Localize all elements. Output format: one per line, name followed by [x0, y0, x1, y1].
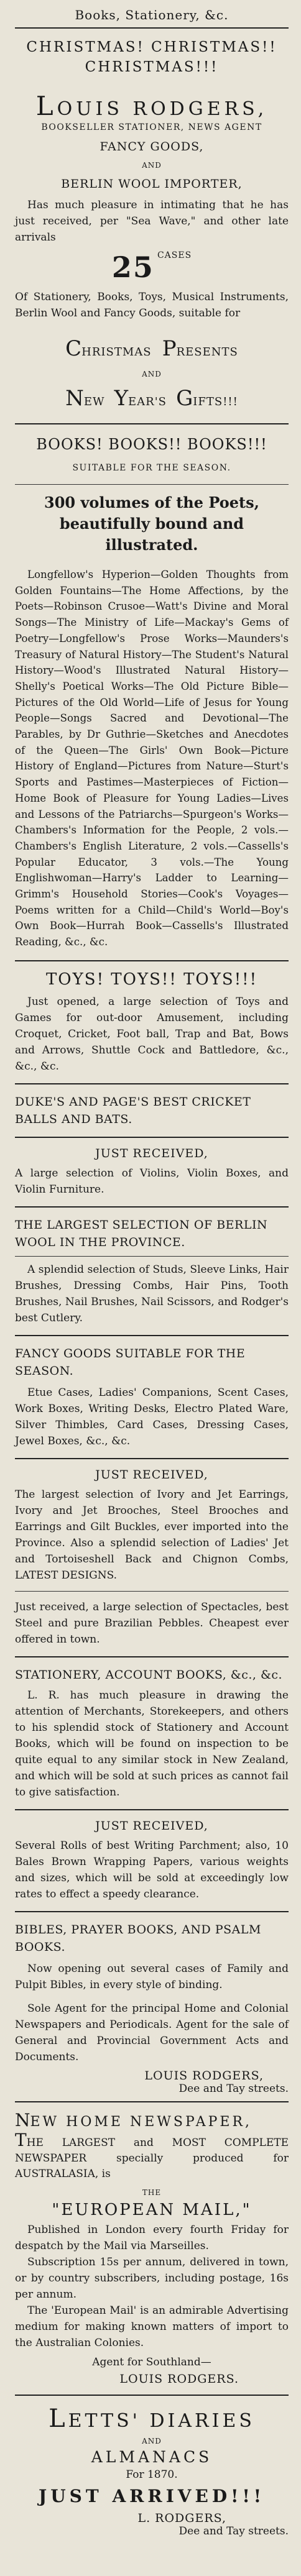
subscription-text: Subscription 15s per annum, delivered in town, or by country subscribers, including postage, 16s per annum. [15, 2255, 289, 2301]
poets-heading: 300 volumes of the Poets, beautifully bound and illustrated. [44, 493, 259, 554]
the-label: THE [142, 2188, 162, 2197]
toys-text: Just opened, a large selection of Toys and Games for out-door Amusement, including Croquet, Cricket, Foot ball, Trap and Bat, Bows and Arrows, Shuttle Cock and Battledore, &c., &c., &c. [15, 995, 289, 1073]
newspaper-line-1: EW HOME NEWSPAPER, [30, 2114, 252, 2130]
fancy-heading: FANCY GOODS SUITABLE FOR THE SEASON. [15, 1346, 246, 1378]
contents-text: Of Stationery, Books, Toys, Musical Instruments, Berlin Wool and Fancy Goods, suitable for [15, 291, 289, 319]
new-rest: EW [83, 395, 105, 408]
divider [15, 1083, 289, 1084]
letts-line-1: ETTS' DIARIES [68, 2409, 255, 2432]
announcement-text: Has much pleasure in intimating that he has just received, per "Sea Wave," and other late arrivals [15, 199, 289, 244]
berlin-text: A splendid selection of Studs, Sleeve Links, Hair Brushes, Dressing Combs, Hair Pins, Tooth Brushes, Nail Brushes, Nail Scissors, and Rodger's best Cutlery. [15, 1263, 289, 1324]
ivory-heading: JUST RECEIVED, [95, 1467, 208, 1482]
and-line: AND [142, 161, 162, 170]
signature-name: LOUIS RODGERS, [144, 2068, 264, 2083]
fancy-goods-line: FANCY GOODS, [100, 140, 204, 154]
trade-line: BOOKSELLER STATIONER, NEWS AGENT [41, 122, 262, 132]
newspaper-signature: LOUIS RODGERS. [119, 2372, 239, 2386]
rodgers-name [15, 91, 289, 121]
divider [15, 1256, 289, 1257]
newspaper-line-2-rest: HE LARGEST and MOST COMPLETE NEWSPAPER specially produced for AUSTRALASIA, is [15, 2136, 289, 2180]
divider [15, 1809, 289, 1810]
divider [15, 484, 289, 485]
sole-agent-text: Sole Agent for the principal Home and Colonial Newspapers and Periodicals. Agent for the sale of General and Provincial Government Acts and Documents. [15, 2002, 289, 2063]
christmas-presents-line [15, 336, 289, 361]
european-mail-title: "EUROPEAN MAIL," [52, 2200, 252, 2219]
years-rest: EAR'S [128, 395, 167, 408]
signature-address: Dee and Tay streets. [178, 2082, 289, 2095]
divider [15, 1458, 289, 1459]
name-initial: L [35, 91, 57, 121]
presents-rest: RESENTS [176, 346, 238, 359]
divider [15, 1137, 289, 1138]
ivory-text: The largest selection of Ivory and Jet Earrings, Ivory and Jet Brooches, Steel Brooches and Earrings and Gilt Buckles, ever imported into the Province. Also a splendid selection of Ladies' Jet and Tortoiseshell Back and Chignon Combs, LATEST DESIGNS. [15, 1488, 289, 1582]
parchment-heading: JUST RECEIVED, [95, 1818, 208, 1833]
stationery-heading: STATIONERY, ACCOUNT BOOKS, &c., &c. [15, 1667, 283, 1682]
gifts-rest: IFTS!!! [193, 395, 238, 408]
christmas-rest: HRISTMAS [81, 346, 152, 359]
y-initial: Y [114, 386, 129, 411]
fancy-text: Etue Cases, Ladies' Companions, Scent Cases, Work Boxes, Writing Desks, Electro Plated Ware, Silver Thimbles, Card Cases, Dressing Cases, Jewel Boxes, &c., &c. [15, 1386, 289, 1447]
g-initial: G [176, 386, 193, 411]
t-initial: T [15, 2129, 27, 2150]
cases-unit: CASES [157, 250, 192, 260]
divider [15, 2101, 289, 2102]
almanacs-line: ALMANACS [91, 2447, 213, 2466]
stationery-text: L. R. has much pleasure in drawing the attention of Merchants, Storekeepers, and others to his splendid stock of Stationery and Account Books, which will be found on inspection to be quite equal to any similar stock in New Zealand, and which will be sold at such prices as cannot fail to give satisfaction. [15, 1689, 289, 1799]
divider [15, 1335, 289, 1336]
published-text: Published in London every fourth Friday for despatch by the Mail via Marseilles. [15, 2223, 289, 2252]
newspaper-line-2 [15, 2129, 289, 2182]
cricket-heading: DUKE'S AND PAGE'S BEST CRICKET BALLS AND BATS. [15, 1094, 251, 1126]
cases-count [15, 250, 289, 284]
parchment-text: Several Rolls of best Writing Parchment; also, 10 Bales Brown Wrapping Papers, various weights and sizes, which will be sold at exceedingly low rates to effect a speedy clearance. [15, 1839, 289, 1900]
divider [15, 2395, 289, 2396]
cases-number: 25 [111, 250, 154, 284]
toys-heading: TOYS! TOYS!! TOYS!!! [45, 969, 258, 989]
page-header: Books, Stationery, &c. [75, 7, 229, 22]
divider [15, 1911, 289, 1912]
divider [15, 1591, 289, 1592]
books-heading: BOOKS! BOOKS!! BOOKS!!! [36, 436, 267, 453]
bibles-text: Now opening out several cases of Family and Pulpit Bibles, in every style of binding. [15, 1962, 289, 1991]
name-rest: OUIS RODGERS, [57, 98, 268, 120]
letts-signature-address: Dee and Tay streets. [178, 2524, 289, 2537]
letts-signature-name: L. RODGERS, [137, 2511, 226, 2525]
n-initial-2: N [15, 2109, 30, 2130]
spectacles-text: Just received, a large selection of Spectacles, best Steel and pure Brazilian Pebbles. Cheapest ever offered in town. [15, 1600, 289, 1646]
christmas-line-1: CHRISTMAS! CHRISTMAS!! [26, 39, 277, 55]
new-years-gifts-line [15, 386, 289, 411]
agent-for-label: Agent for Southland— [92, 2355, 211, 2368]
bibles-heading: BIBLES, PRAYER BOOKS, AND PSALM BOOKS. [15, 1922, 261, 1954]
letts-and: AND [142, 2436, 162, 2445]
l-initial: L [49, 2404, 68, 2433]
violins-text: A large selection of Violins, Violin Boxes, and Violin Furniture. [15, 1167, 289, 1196]
p-initial: P [162, 336, 177, 361]
christmas-line-2: CHRISTMAS!!! [85, 59, 219, 75]
n-initial: N [65, 386, 84, 411]
divider [15, 960, 289, 961]
poets-list: Longfellow's Hyperion—Golden Thoughts from Golden Fountains—The Home Affections, by the Poets—Robinson Crusoe—Watt's Divine and Moral Songs—The Ministry of Life—Mackay's Gems of Poetry—Longfellow's Prose Works—Maunders's Treasury of Natural History—The Student's Natural History—Wood's Illustrated Natural History—Shelly's Poetical Works—The Old Picture Bible—Pictures of the Old World—Life of Jesus for Young People—Songs Sacred and Devotional—The Parables, by Dr Guthrie—Sketches and Anecdotes of the Queen—The Girls' Own Book—Picture History of England—Pictures from Nature—Sturt's Sports and Pastimes—Masterpieces of Fiction—Home Book of Pleasure for Young Ladies—Lives and Lessons of the Patriarchs—Spurgeon's Works—Chambers's Information for the People, 2 vols.—Chambers's English Literature, 2 vols.—Cassells's Popular Educator, 3 vols.—The Young Englishwoman—Harry's Ladder to Learning—Grimm's Household Stories—Cook's Voyages—Poems written for a Child—Child's World—Boy's Own Book—Hurrah Book—Cassells's Illustrated Reading, &c., &c. [15, 569, 289, 948]
c-initial: C [65, 336, 82, 361]
divider [15, 27, 289, 29]
violins-heading: JUST RECEIVED, [95, 1146, 208, 1160]
advertising-text: The 'European Mail' is an admirable Advertising medium for making known matters of import to the Australian Colonies. [15, 2304, 289, 2349]
divider [15, 1656, 289, 1657]
berlin-heading: THE LARGEST SELECTION OF BERLIN WOOL IN THE PROVINCE. [15, 1217, 268, 1249]
presents-and: AND [142, 370, 162, 378]
year-line: For 1870. [126, 2468, 178, 2481]
wool-importer-line: BERLIN WOOL IMPORTER, [61, 177, 243, 191]
just-arrived-line: JUST ARRIVED!!! [38, 2485, 266, 2506]
new-home-newspaper-line [15, 2111, 289, 2132]
divider [15, 1206, 289, 1208]
letts-diaries-line [15, 2404, 289, 2433]
divider [15, 423, 289, 424]
books-suitable: SUITABLE FOR THE SEASON. [72, 463, 231, 473]
